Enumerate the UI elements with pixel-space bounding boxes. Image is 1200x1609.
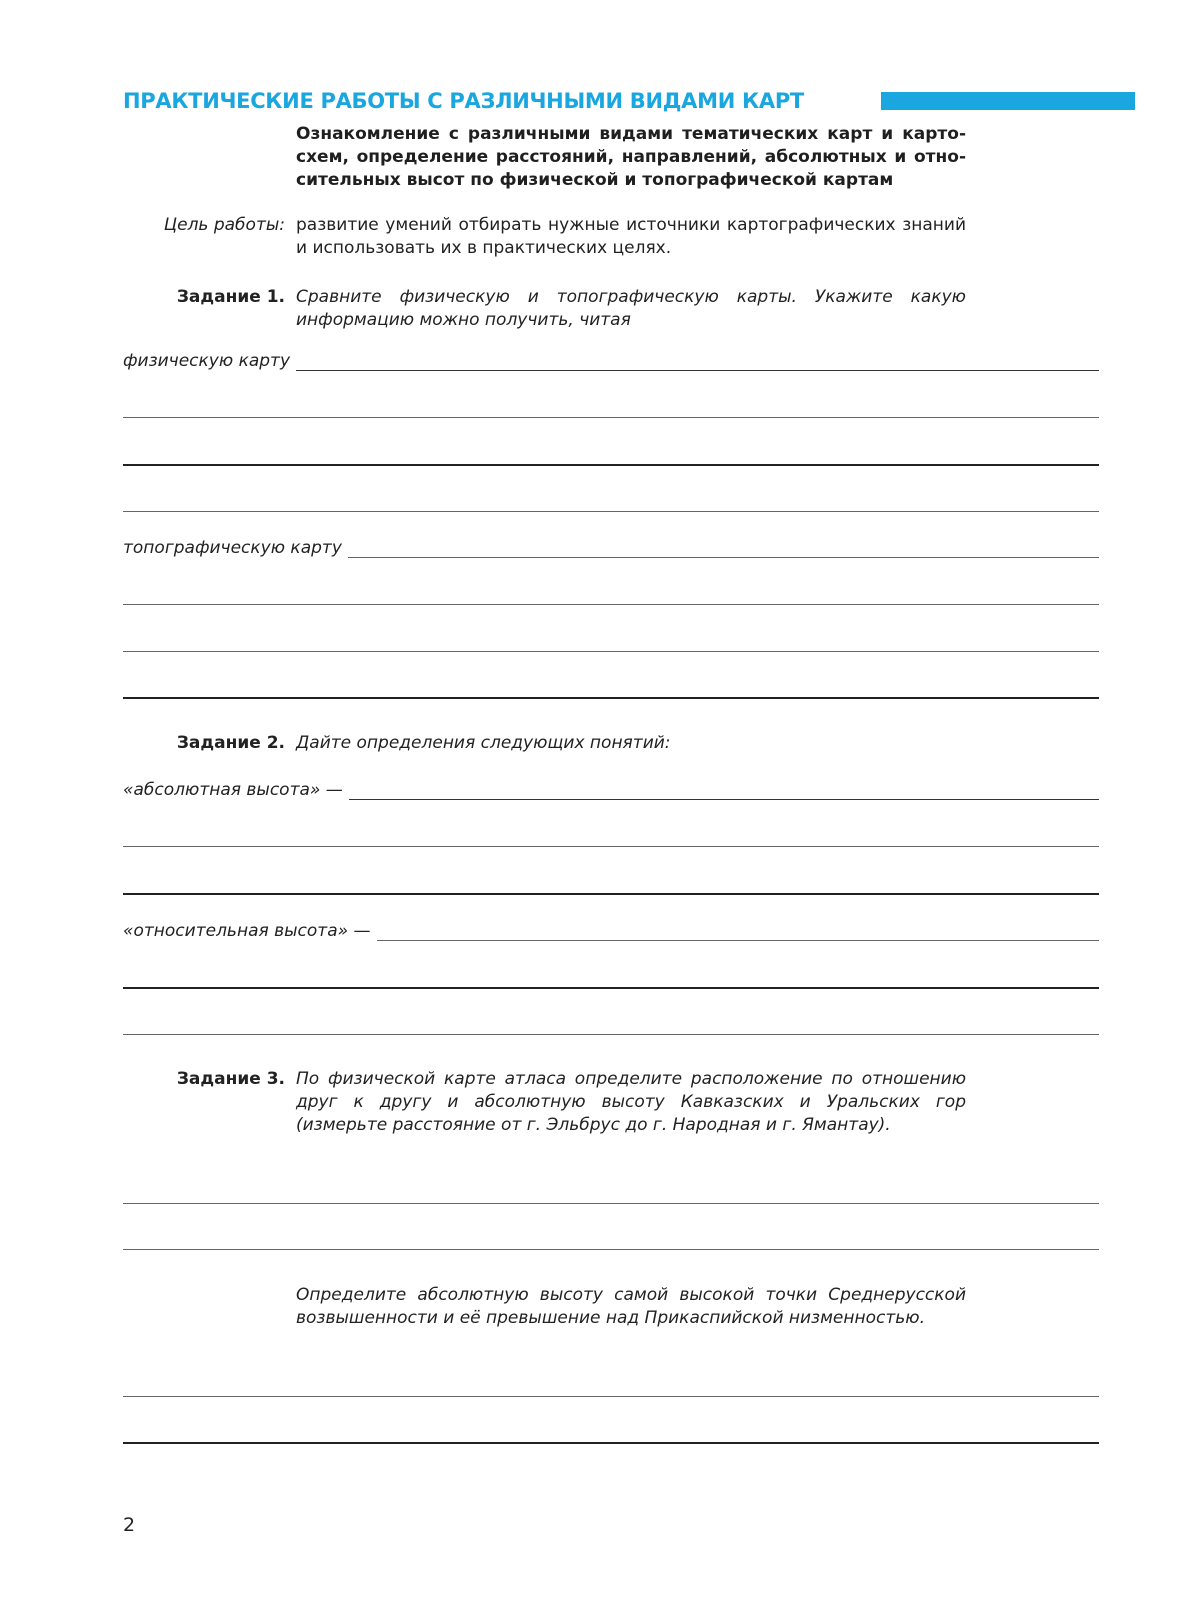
task3-extra-text: Определите абсолютную высоту самой высокой точки Среднерусской возвышенности и её превышение над Прикаспийской низменностью. (296, 1285, 966, 1328)
task3-label: Задание 3. (176, 1069, 285, 1089)
answer-line[interactable] (123, 1442, 1099, 1444)
answer-line[interactable] (123, 1203, 1099, 1204)
answer-line[interactable] (123, 846, 1099, 847)
goal-text: развитие умений отбирать нужные источники картографических знаний и использовать их в практических целях. (296, 215, 966, 258)
task2-label: Задание 2. (176, 733, 285, 753)
task2-field-relative-label: «относительная высота» — (123, 920, 377, 943)
task1-field-topographic-label: топографическую карту (123, 537, 348, 560)
work-subtitle: Ознакомление с различными видами тематических карт и картосхем, определение расстояний, направлений, абсолютных и относительных высот по физической и топографической картам (296, 124, 966, 190)
task1-text: Сравните физическую и топографическую карты. Укажите какую информацию можно получить, читая (296, 287, 966, 330)
answer-line[interactable] (123, 604, 1099, 605)
page-title: ПРАКТИЧЕСКИЕ РАБОТЫ С РАЗЛИЧНЫМИ ВИДАМИ КАРТ (123, 89, 804, 113)
answer-line[interactable] (123, 987, 1099, 989)
task2-field-absolute-label: «абсолютная высота» — (123, 779, 349, 802)
answer-line[interactable] (123, 464, 1099, 466)
answer-line[interactable] (123, 651, 1099, 652)
page-number: 2 (123, 1514, 136, 1536)
page-header (123, 84, 1135, 118)
answer-line[interactable] (123, 697, 1099, 699)
answer-line[interactable] (123, 417, 1099, 418)
answer-line[interactable] (123, 1034, 1099, 1035)
answer-line[interactable] (123, 893, 1099, 895)
task1-field-physical-label: физическую карту (123, 350, 296, 373)
answer-line[interactable] (123, 1249, 1099, 1250)
task1-label: Задание 1. (176, 287, 285, 307)
header-accent-bar (881, 92, 1135, 110)
answer-line[interactable] (123, 511, 1099, 512)
task2-text: Дайте определения следующих понятий: (296, 733, 671, 753)
task3-text: По физической карте атласа определите расположение по отношению друг к другу и абсолютную высоту Кавказских и Уральских гор (измерьте расстояние от г. Эльбрус до г. Народная и г. Ямантау). (296, 1069, 966, 1135)
answer-line[interactable] (123, 1396, 1099, 1397)
goal-label: Цель работы: (163, 215, 285, 235)
